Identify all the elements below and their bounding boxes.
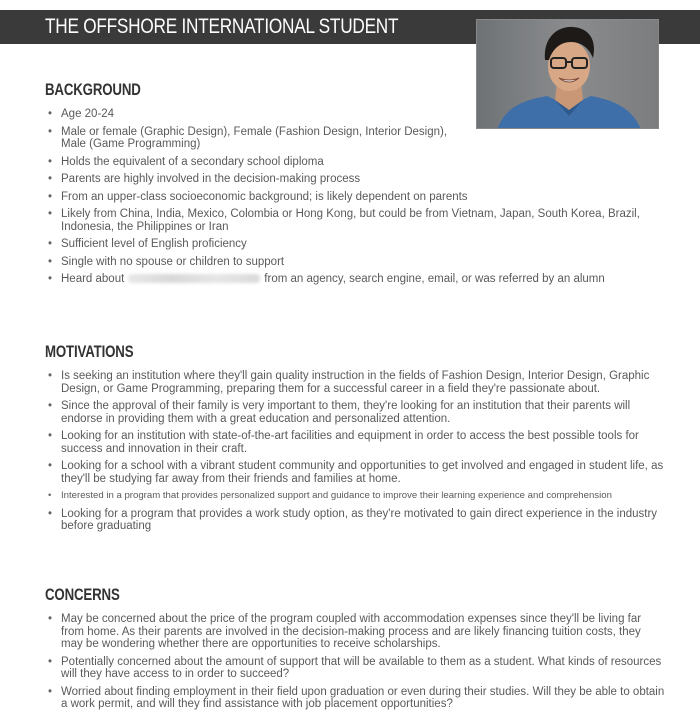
list-item: • Age 20-24 — [45, 108, 665, 121]
list-item: • Looking for a school with a vibrant student community and opportunities to get involved and engaged in student life, as they'll be studying far away from their friends and families at home. — [45, 460, 665, 485]
list-item: • Sufficient level of English proficiency — [45, 238, 665, 251]
list-item — [45, 273, 665, 286]
heard-prefix: Heard about — [61, 273, 125, 285]
list-item: • Is seeking an institution where they'll gain quality instruction in the fields of Fashion Design, Interior Design, Graphic Design, or Game Programming, preparing them for a successful career in a field they're passionate about. — [45, 370, 665, 395]
list-item: • Worried about finding employment in their field upon graduation or even during their studies. Will they be able to obtain a work permit, and will they find assistance with job placement opportunities? — [45, 686, 665, 711]
list-item: • Likely from China, India, Mexico, Colombia or Hong Kong, but could be from Vietnam, Japan, South Korea, Brazil, Indonesia, the Philippines or Iran — [45, 208, 651, 233]
list-item: • May be concerned about the price of the program coupled with accommodation expenses since they'll be living far from home. As their parents are involved in the decision-making process and are likely financing tuition costs, they may be wondering whether there are opportunities to receive scholarships. — [45, 613, 665, 651]
motivations-section — [45, 342, 665, 538]
concerns-list — [45, 613, 665, 711]
motivations-heading: MOTIVATIONS — [45, 342, 134, 361]
page-title: THE OFFSHORE INTERNATIONAL STUDENT — [45, 15, 399, 38]
redacted-institution — [128, 274, 260, 283]
list-item: • Looking for a program that provides a work study option, as they're motivated to gain direct experience in the industry before graduating — [45, 508, 665, 533]
background-heading: BACKGROUND — [45, 80, 141, 99]
list-item: • Single with no spouse or children to support — [45, 256, 665, 269]
background-list — [45, 108, 665, 286]
list-item: • Interested in a program that provides personalized support and guidance to improve their learning experience and comprehension — [45, 490, 665, 503]
list-item: • Parents are highly involved in the decision-making process — [45, 173, 665, 186]
list-item: • From an upper-class socioeconomic background; is likely dependent on parents — [45, 191, 665, 204]
heard-suffix: from an agency, search engine, email, or was referred by an alumn — [264, 273, 605, 285]
list-item: • Since the approval of their family is very important to them, they're looking for an institution that their parents will endorse in providing them with a great education and personalized attention. — [45, 400, 665, 425]
list-item: • Holds the equivalent of a secondary school diploma — [45, 156, 665, 169]
list-item: • Looking for an institution with state-of-the-art facilities and equipment in order to access the best possible tools for success and innovation in their craft. — [45, 430, 665, 455]
background-section — [45, 80, 665, 291]
list-item: • Potentially concerned about the amount of support that will be available to them as a student. What kinds of resources will they have access to in order to succeed? — [45, 656, 665, 681]
concerns-heading: CONCERNS — [45, 585, 120, 604]
list-item: • Male or female (Graphic Design), Female (Fashion Design, Interior Design), Male (Game Programming) — [45, 126, 471, 151]
motivations-list — [45, 370, 665, 533]
concerns-section — [45, 585, 665, 716]
